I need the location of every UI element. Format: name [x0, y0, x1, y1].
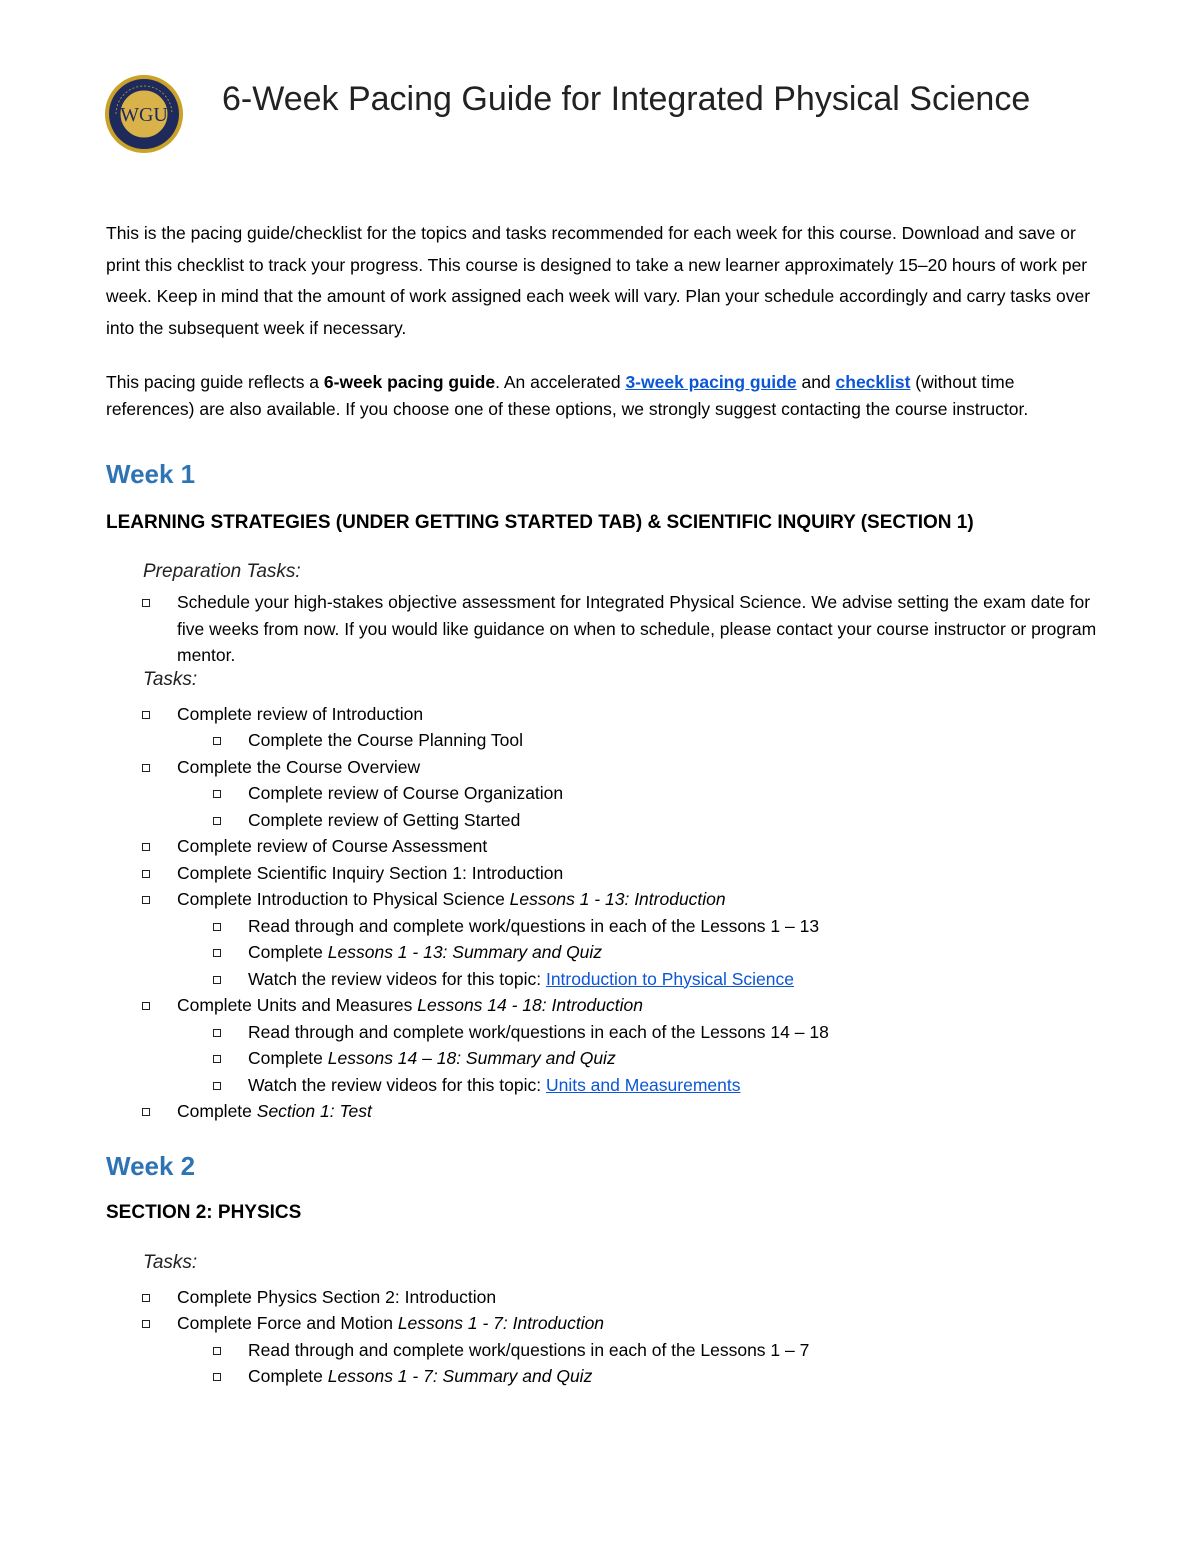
week-1-section-heading: LEARNING STRATEGIES (UNDER GETTING STARTED TAB) & SCIENTIFIC INQUIRY (SECTION 1)	[106, 512, 974, 533]
checkbox-icon[interactable]	[142, 1294, 150, 1302]
list-item: Watch the review videos for this topic: Introduction to Physical Science	[106, 966, 1106, 993]
checkbox-icon[interactable]	[142, 870, 150, 878]
list-item: Read through and complete work/questions in each of the Lessons 14 – 18	[106, 1019, 1106, 1046]
content	[106, 218, 1106, 1390]
list-item: Complete Lessons 14 – 18: Summary and Quiz	[106, 1045, 1106, 1072]
week-2-section-heading: SECTION 2: PHYSICS	[106, 1201, 302, 1223]
checkbox-icon[interactable]	[142, 896, 150, 904]
list-item: Complete Section 1: Test	[106, 1098, 1106, 1125]
week-2-heading: Week 2	[106, 1150, 196, 1181]
checkbox-icon[interactable]	[142, 1002, 150, 1010]
checkbox-icon[interactable]	[142, 1108, 150, 1116]
checkbox-icon[interactable]	[213, 949, 221, 957]
list-item: Watch the review videos for this topic: Units and Measurements	[106, 1072, 1106, 1099]
checkbox-icon[interactable]	[213, 737, 221, 745]
checkbox-icon[interactable]	[213, 923, 221, 931]
intro-paragraph: This is the pacing guide/checklist for the topics and tasks recommended for each week for this course. Download and save or print this checklist to track your progress. This course is designed to take a new learner approximately 15–20 hours of work per week. Keep in mind that the amount of work assigned each week will vary. Plan your schedule accordingly and carry tasks over into the subsequent week if necessary.	[106, 223, 1091, 338]
checkbox-icon[interactable]	[213, 976, 221, 984]
checkbox-icon[interactable]	[142, 764, 150, 772]
list-item: Complete review of Introduction	[106, 701, 1106, 728]
checklist-link[interactable]: checklist	[835, 372, 911, 392]
logo-text: WGU	[120, 104, 168, 126]
intro-physical-science-videos-link[interactable]: Introduction to Physical Science	[545, 968, 795, 989]
pacing-emphasis: 6-week pacing guide	[323, 372, 496, 392]
list-item: Complete Scientific Inquiry Section 1: Introduction	[106, 860, 1106, 887]
list-item: Read through and complete work/questions in each of the Lessons 1 – 13	[106, 913, 1106, 940]
checkbox-icon[interactable]	[142, 843, 150, 851]
list-item: Complete the Course Planning Tool	[106, 727, 1106, 754]
tasks-heading: Tasks:	[143, 668, 198, 690]
units-measurements-videos-link[interactable]: Units and Measurements	[545, 1074, 741, 1095]
list-item: Read through and complete work/questions in each of the Lessons 1 – 7	[106, 1337, 1106, 1364]
pacing-note-paragraph: This pacing guide reflects a 6-week pacing guide. An accelerated 3-week pacing guide and checklist (without time references) are also available. If you choose one of these options, we strongly suggest contacting the course instructor.	[106, 372, 1029, 419]
list-item: Complete Units and Measures Lessons 14 - 18: Introduction	[106, 992, 1106, 1019]
week-2-task-list	[106, 1284, 1106, 1390]
three-week-guide-link[interactable]: 3-week pacing guide	[625, 372, 797, 392]
document-title: 6-Week Pacing Guide for Integrated Physical Science	[222, 80, 1031, 118]
wgu-seal-icon	[104, 74, 184, 154]
checkbox-icon[interactable]	[213, 1373, 221, 1381]
list-item: Complete review of Getting Started	[106, 807, 1106, 834]
checkbox-icon[interactable]	[142, 711, 150, 719]
checkbox-icon[interactable]	[213, 790, 221, 798]
week-1-task-list	[106, 701, 1106, 1125]
list-item: Complete Force and Motion Lessons 1 - 7: Introduction	[106, 1310, 1106, 1337]
checkbox-icon[interactable]	[213, 1347, 221, 1355]
list-item: Complete review of Course Assessment	[106, 833, 1106, 860]
checkbox-icon[interactable]	[142, 1320, 150, 1328]
list-item: Complete Lessons 1 - 13: Summary and Quiz	[106, 939, 1106, 966]
list-item: Complete review of Course Organization	[106, 780, 1106, 807]
checkbox-icon[interactable]	[213, 1029, 221, 1037]
checkbox-icon[interactable]	[213, 1055, 221, 1063]
list-item: Complete Lessons 1 - 7: Summary and Quiz	[106, 1363, 1106, 1390]
list-item: Complete the Course Overview	[106, 754, 1106, 781]
checkbox-icon[interactable]	[213, 817, 221, 825]
list-item: Schedule your high-stakes objective assessment for Integrated Physical Science. We advise setting the exam date for five weeks from now. If you would like guidance on when to schedule, please contact your course instructor or program mentor.	[106, 589, 1106, 669]
preparation-tasks-heading: Preparation Tasks:	[143, 561, 301, 582]
checkbox-icon[interactable]	[213, 1082, 221, 1090]
checkbox-icon[interactable]	[142, 599, 150, 607]
week-1-heading: Week 1	[106, 459, 196, 489]
list-item: Complete Physics Section 2: Introduction	[106, 1284, 1106, 1311]
tasks-heading: Tasks:	[143, 1251, 198, 1273]
preparation-task-list	[106, 589, 1106, 669]
list-item: Complete Introduction to Physical Science Lessons 1 - 13: Introduction	[106, 886, 1106, 913]
